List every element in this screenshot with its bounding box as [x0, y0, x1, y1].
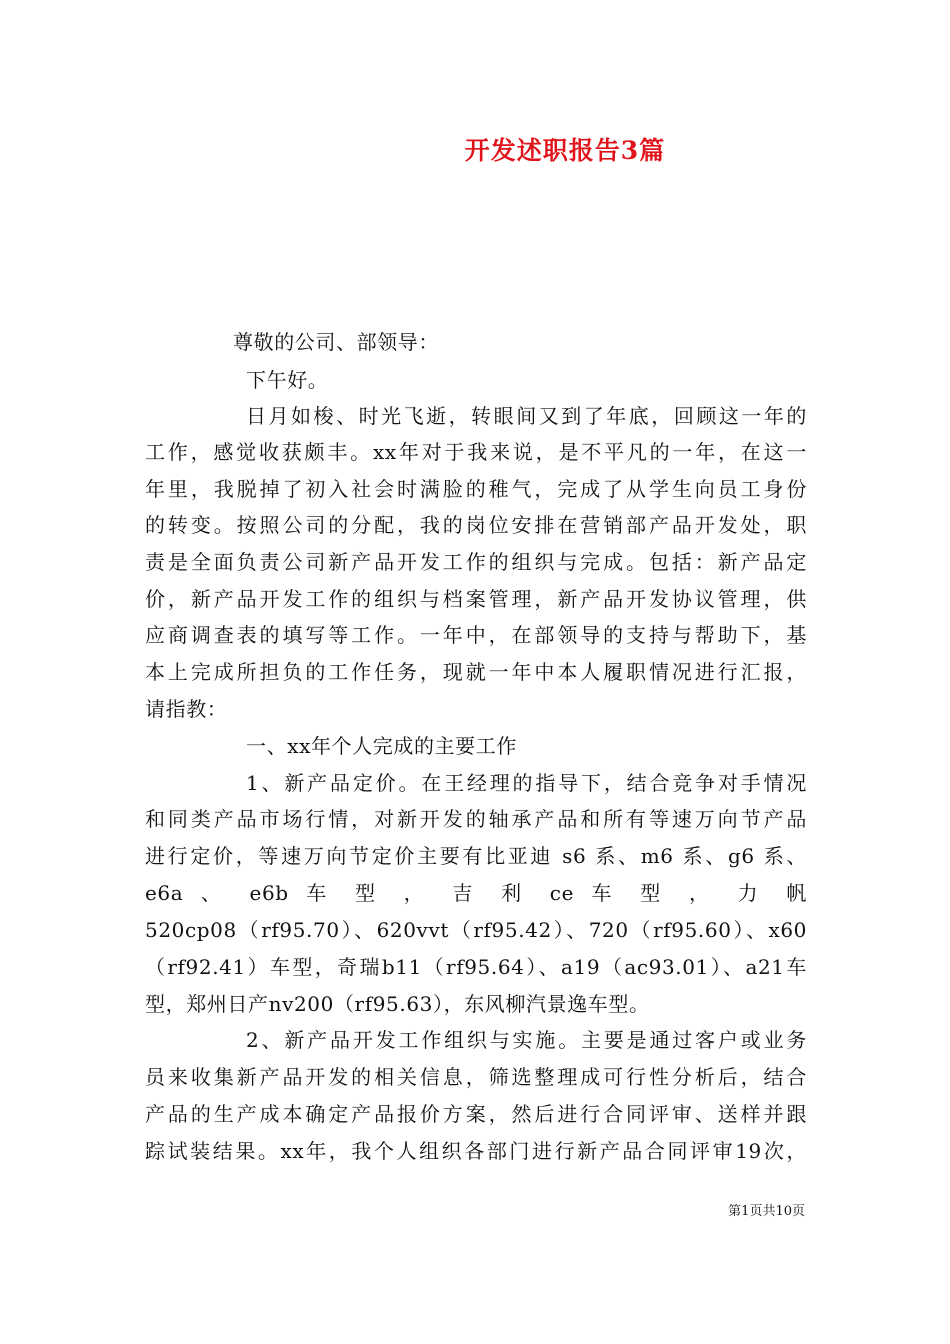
salutation: 尊敬的公司、部领导： — [233, 330, 439, 354]
page-footer: 第1页共10页 — [728, 1204, 805, 1219]
paragraph-line: 工作，感觉收获颇丰。xx年对于我来说，是不平凡的一年，在这一 — [145, 440, 807, 464]
document-title: 开发述职报告3篇 — [464, 136, 666, 165]
paragraph-line: 年里，我脱掉了初入社会时满脸的稚气，完成了从学生向员工身份 — [145, 477, 807, 501]
paragraph-line: 的转变。按照公司的分配，我的岗位安排在营销部产品开发处，职 — [145, 513, 807, 537]
paragraph-line: 踪试装结果。xx年，我个人组织各部门进行新产品合同评审19次， — [145, 1139, 807, 1163]
paragraph-line: 1、新产品定价。在王经理的指导下，结合竞争对手情况 — [246, 771, 807, 795]
paragraph-line: 产品的生产成本确定产品报价方案，然后进行合同评审、送样并跟 — [145, 1102, 807, 1126]
paragraph-line: 责是全面负责公司新产品开发工作的组织与完成。包括：新产品定 — [145, 550, 807, 574]
greeting: 下午好。 — [246, 368, 329, 392]
paragraph-line: 520cp08（rf95.70）、620vvt（rf95.42）、720（rf95.60）、x60 — [145, 918, 807, 942]
paragraph-line: 型，郑州日产nv200（rf95.63），东风柳汽景逸车型。 — [145, 992, 650, 1016]
paragraph-line: e6a 、 e6b 车 型 ， 吉 利 ce 车 型 ， 力 帆 — [145, 881, 807, 905]
paragraph-line: 员来收集新产品开发的相关信息，筛选整理成可行性分析后，结合 — [145, 1065, 807, 1089]
paragraph-line: 请指教： — [145, 697, 228, 721]
paragraph-line: 2、新产品开发工作组织与实施。主要是通过客户或业务 — [246, 1028, 807, 1052]
paragraph-line: （rf92.41）车型，奇瑞b11（rf95.64）、a19（ac93.01）、a21车 — [145, 955, 807, 979]
paragraph-line: 应商调查表的填写等工作。一年中，在部领导的支持与帮助下，基 — [145, 623, 807, 647]
paragraph-line: 价，新产品开发工作的组织与档案管理，新产品开发协议管理，供 — [145, 587, 807, 611]
paragraph-line: 进行定价，等速万向节定价主要有比亚迪 s6 系、m6 系、g6 系、 — [145, 844, 807, 868]
section-heading: 一、xx年个人完成的主要工作 — [246, 734, 517, 758]
paragraph-line: 和同类产品市场行情，对新开发的轴承产品和所有等速万向节产品 — [145, 807, 807, 831]
paragraph-line: 本上完成所担负的工作任务，现就一年中本人履职情况进行汇报， — [145, 660, 807, 684]
paragraph-line: 日月如梭、时光飞逝，转眼间又到了年底，回顾这一年的 — [246, 404, 807, 428]
